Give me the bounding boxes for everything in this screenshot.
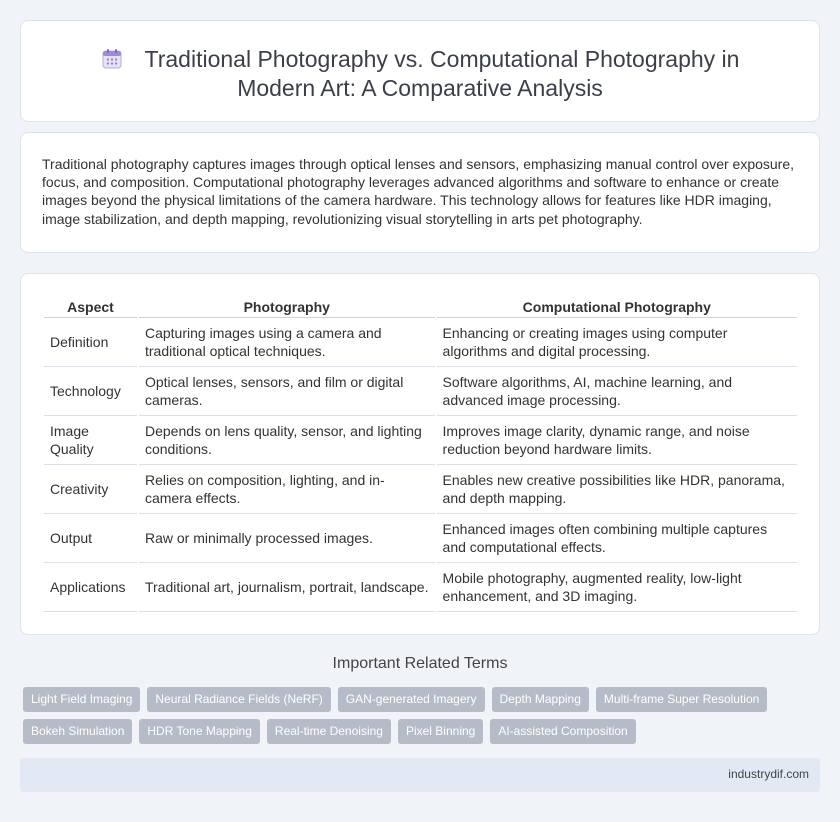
row-aspect: Applications <box>44 563 137 612</box>
row-computational: Improves image clarity, dynamic range, and noise reduction beyond hardware limits. <box>437 416 797 465</box>
row-photography: Traditional art, journalism, portrait, landscape. <box>139 563 435 612</box>
tag-real-time-denoising[interactable]: Real-time Denoising <box>267 719 391 744</box>
page-title <box>21 45 819 103</box>
table-row <box>44 465 797 514</box>
tag-row <box>23 687 823 712</box>
tag-hdr-tone-mapping[interactable]: HDR Tone Mapping <box>139 719 260 744</box>
comparison-card <box>20 273 820 635</box>
header-computational: Computational Photography <box>437 296 797 318</box>
row-computational: Software algorithms, AI, machine learning, and advanced image processing. <box>437 367 797 416</box>
row-computational: Enhanced images often combining multiple captures and computational effects. <box>437 514 797 563</box>
row-photography: Relies on composition, lighting, and in-camera effects. <box>139 465 435 514</box>
related-terms-title: Important Related Terms <box>332 655 508 672</box>
title-line-1: Traditional Photography vs. Computational Photography in <box>144 46 740 72</box>
row-computational: Enables new creative possibilities like HDR, panorama, and depth mapping. <box>437 465 797 514</box>
tag-row <box>23 719 823 744</box>
row-aspect: Image Quality <box>44 416 137 465</box>
title-line-2: Modern Art: A Comparative Analysis <box>237 75 603 101</box>
tag-depth-mapping[interactable]: Depth Mapping <box>492 687 589 712</box>
table-row <box>44 367 797 416</box>
row-aspect: Technology <box>44 367 137 416</box>
row-computational: Enhancing or creating images using computer algorithms and digital processing. <box>437 318 797 367</box>
row-aspect: Output <box>44 514 137 563</box>
table-row <box>44 318 797 367</box>
header-photography: Photography <box>139 296 435 318</box>
row-computational: Mobile photography, augmented reality, low-light enhancement, and 3D imaging. <box>437 563 797 612</box>
row-aspect: Creativity <box>44 465 137 514</box>
tag-multi-frame-super-resolution[interactable]: Multi-frame Super Resolution <box>596 687 767 712</box>
title-card <box>20 20 820 122</box>
tag-bokeh-simulation[interactable]: Bokeh Simulation <box>23 719 132 744</box>
row-aspect: Definition <box>44 318 137 367</box>
calendar-icon <box>101 48 123 70</box>
table-row <box>44 416 797 465</box>
table-row <box>44 514 797 563</box>
tag-ai-assisted-composition[interactable]: AI-assisted Composition <box>490 719 635 744</box>
tag-pixel-binning[interactable]: Pixel Binning <box>398 719 483 744</box>
row-photography: Raw or minimally processed images. <box>139 514 435 563</box>
header-aspect: Aspect <box>44 296 137 318</box>
row-photography: Depends on lens quality, sensor, and lighting conditions. <box>139 416 435 465</box>
summary-text: Traditional photography captures images through optical lenses and sensors, emphasizing manual control over exposure, focus, and composition. Computational photography leverages advanced algorithms and software to enhance or create images beyond the physical limitations of the camera hardware. This technology allows for features like HDR imaging, image stabilization, and depth mapping, revolutionizing visual storytelling in arts pet photography. <box>42 156 795 227</box>
table-header-row <box>44 296 797 318</box>
row-photography: Optical lenses, sensors, and film or digital cameras. <box>139 367 435 416</box>
table-row <box>44 563 797 612</box>
row-photography: Capturing images using a camera and traditional optical techniques. <box>139 318 435 367</box>
footer <box>20 758 820 792</box>
tag-light-field-imaging[interactable]: Light Field Imaging <box>23 687 140 712</box>
footer-site[interactable]: industrydif.com <box>728 767 809 781</box>
tag-gan-generated-imagery[interactable]: GAN-generated Imagery <box>338 687 485 712</box>
related-terms <box>23 687 823 751</box>
summary-card <box>20 132 820 253</box>
comparison-table <box>42 296 799 612</box>
tag-nerf[interactable]: Neural Radiance Fields (NeRF) <box>147 687 330 712</box>
